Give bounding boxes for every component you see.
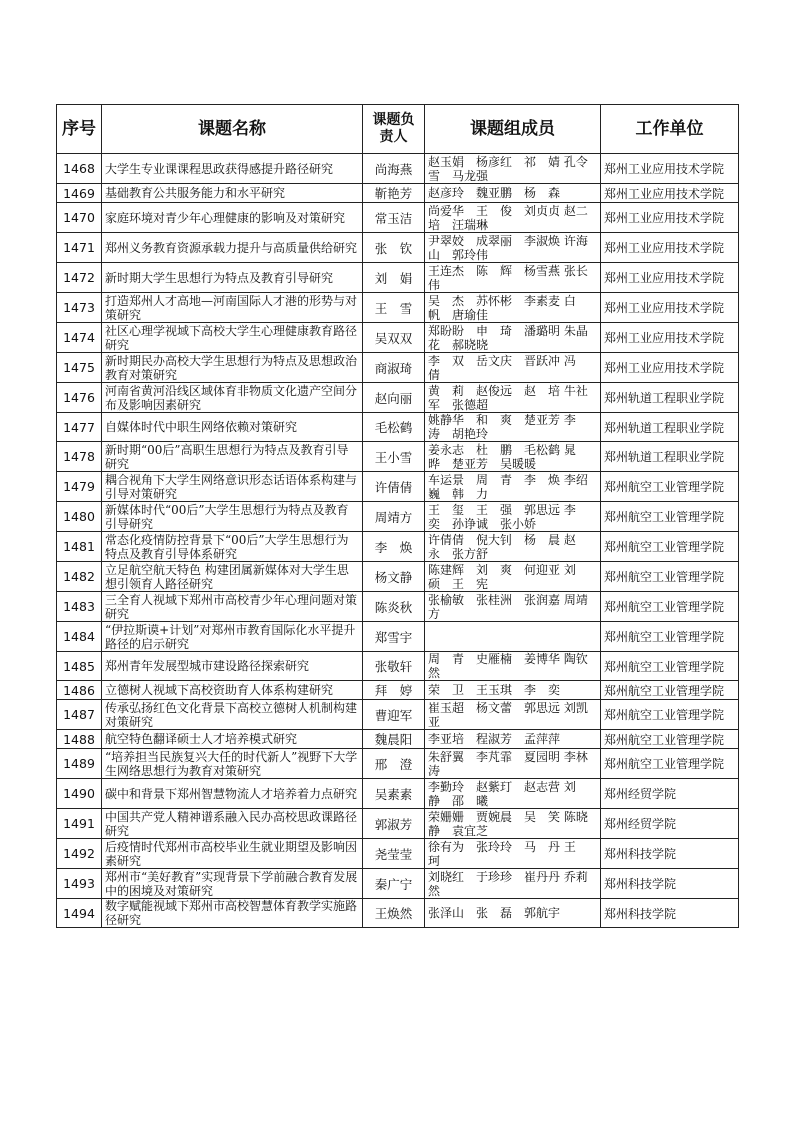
work-unit: 郑州工业应用技术学院: [601, 293, 739, 323]
principal-name: 商淑琦: [363, 353, 425, 383]
member-names: 吴 杰 苏怀彬 李素麦 白 帆 唐瑜佳: [425, 293, 601, 323]
table-row: [57, 839, 739, 869]
member-names: 赵彦玲 魏亚鹏 杨 森: [425, 184, 601, 203]
principal-name: 李 焕: [363, 532, 425, 562]
row-number: 1485: [57, 652, 102, 681]
member-names: 赵玉娟 杨彦红 祁 婧 孔令雪 马龙强: [425, 154, 601, 184]
work-unit: 郑州航空工业管理学院: [601, 622, 739, 652]
table-row: [57, 203, 739, 233]
row-number: 1489: [57, 749, 102, 779]
topic-name: 新时期“00后”高职生思想行为特点及教育引导研究: [102, 442, 363, 472]
topic-name: 传承弘扬红色文化背景下高校立德树人机制构建对策研究: [102, 700, 363, 730]
topic-name: 中国共产党人精神谱系融入民办高校思政课路径研究: [102, 809, 363, 839]
row-number: 1469: [57, 184, 102, 203]
topic-name: 自媒体时代中职生网络依赖对策研究: [102, 413, 363, 442]
work-unit: 郑州航空工业管理学院: [601, 592, 739, 622]
work-unit: 郑州科技学院: [601, 839, 739, 869]
member-names: 周 青 史雁楠 姜博华 陶钦然: [425, 652, 601, 681]
work-unit: 郑州航空工业管理学院: [601, 532, 739, 562]
work-unit: 郑州工业应用技术学院: [601, 263, 739, 293]
member-names: 王连杰 陈 辉 杨雪燕 张长伟: [425, 263, 601, 293]
member-names: 陈建辉 刘 爽 何迎亚 刘 硕 王 宪: [425, 562, 601, 592]
member-names: 徐有为 张玲玲 马 丹 王 珂: [425, 839, 601, 869]
work-unit: 郑州航空工业管理学院: [601, 730, 739, 749]
row-number: 1491: [57, 809, 102, 839]
table-row: [57, 899, 739, 928]
row-number: 1471: [57, 233, 102, 263]
member-names: 王 玺 王 强 郭思远 李 奕 孙诤诚 张小娇: [425, 502, 601, 532]
row-number: 1468: [57, 154, 102, 184]
principal-name: 常玉洁: [363, 203, 425, 233]
topic-name: 数字赋能视域下郑州市高校智慧体育教学实施路径研究: [102, 899, 363, 928]
member-names: 张泽山 张 磊 郭航宇: [425, 899, 601, 928]
table-row: [57, 502, 739, 532]
member-names: 许倩倩 倪大钊 杨 晨 赵 永 张方舒: [425, 532, 601, 562]
row-number: 1486: [57, 681, 102, 700]
principal-name: 毛松鹤: [363, 413, 425, 442]
table-row: [57, 869, 739, 899]
principal-name: 曹迎军: [363, 700, 425, 730]
principal-name: 吴素素: [363, 779, 425, 809]
member-names: 李勤玲 赵紫玎 赵志营 刘 静 邵 曦: [425, 779, 601, 809]
table-row: [57, 730, 739, 749]
principal-name: 刘 娟: [363, 263, 425, 293]
topic-name: 新时期民办高校大学生思想行为特点及思想政治教育对策研究: [102, 353, 363, 383]
row-number: 1492: [57, 839, 102, 869]
work-unit: 郑州经贸学院: [601, 809, 739, 839]
principal-name: 周靖方: [363, 502, 425, 532]
topic-name: 郑州义务教育资源承载力提升与高质量供给研究: [102, 233, 363, 263]
member-names: 李 双 岳文庆 晋跃冲 冯 倩: [425, 353, 601, 383]
row-number: 1472: [57, 263, 102, 293]
row-number: 1487: [57, 700, 102, 730]
topic-name: 新时期大学生思想行为特点及教育引导研究: [102, 263, 363, 293]
principal-name: 张敬轩: [363, 652, 425, 681]
topic-name: “伊拉斯谟+计划”对郑州市教育国际化水平提升路径的启示研究: [102, 622, 363, 652]
work-unit: 郑州航空工业管理学院: [601, 681, 739, 700]
topic-name: 家庭环境对青少年心理健康的影响及对策研究: [102, 203, 363, 233]
table-row: [57, 233, 739, 263]
work-unit: 郑州科技学院: [601, 899, 739, 928]
topic-name: 立德树人视域下高校资助育人体系构建研究: [102, 681, 363, 700]
row-number: 1470: [57, 203, 102, 233]
principal-name: 拜 婷: [363, 681, 425, 700]
table-row: [57, 184, 739, 203]
topic-name: 大学生专业课课程思政获得感提升路径研究: [102, 154, 363, 184]
topic-name: 郑州青年发展型城市建设路径探索研究: [102, 652, 363, 681]
work-unit: 郑州经贸学院: [601, 779, 739, 809]
topic-name: 河南省黄河沿线区域体育非物质文化遗产空间分布及影响因素研究: [102, 383, 363, 413]
table-row: [57, 652, 739, 681]
row-number: 1490: [57, 779, 102, 809]
member-names: 车运景 周 青 李 焕 李绍巍 韩 力: [425, 472, 601, 502]
work-unit: 郑州轨道工程职业学院: [601, 383, 739, 413]
principal-name: 陈炎秋: [363, 592, 425, 622]
header-members: 课题组成员: [425, 105, 601, 154]
table-row: [57, 809, 739, 839]
member-names: 郑盼盼 申 琦 潘璐明 朱晶花 郝晓晓: [425, 323, 601, 353]
topic-name: 社区心理学视域下高校大学生心理健康教育路径研究: [102, 323, 363, 353]
table-body: [57, 154, 739, 928]
work-unit: 郑州轨道工程职业学院: [601, 413, 739, 442]
row-number: 1488: [57, 730, 102, 749]
research-topic-table: [56, 104, 739, 928]
principal-name: 吴双双: [363, 323, 425, 353]
row-number: 1483: [57, 592, 102, 622]
member-names: 姚静华 和 爽 楚亚芳 李 涛 胡艳玲: [425, 413, 601, 442]
table-row: [57, 472, 739, 502]
principal-name: 赵向丽: [363, 383, 425, 413]
work-unit: 郑州航空工业管理学院: [601, 502, 739, 532]
table-row: [57, 413, 739, 442]
work-unit: 郑州工业应用技术学院: [601, 233, 739, 263]
principal-name: 邢 澄: [363, 749, 425, 779]
topic-name: 耦合视角下大学生网络意识形态话语体系构建与引导对策研究: [102, 472, 363, 502]
work-unit: 郑州航空工业管理学院: [601, 472, 739, 502]
topic-name: 基础教育公共服务能力和水平研究: [102, 184, 363, 203]
principal-name: 靳艳芳: [363, 184, 425, 203]
table-row: [57, 383, 739, 413]
principal-name: 杨文静: [363, 562, 425, 592]
member-names: 张榆敏 张桂洲 张润嘉 周靖方: [425, 592, 601, 622]
work-unit: 郑州轨道工程职业学院: [601, 442, 739, 472]
table-row: [57, 622, 739, 652]
row-number: 1484: [57, 622, 102, 652]
work-unit: 郑州工业应用技术学院: [601, 203, 739, 233]
row-number: 1477: [57, 413, 102, 442]
table-row: [57, 532, 739, 562]
member-names: 尚爱华 王 俊 刘贞贞 赵二培 汪瑞琳: [425, 203, 601, 233]
principal-name: 许倩倩: [363, 472, 425, 502]
work-unit: 郑州航空工业管理学院: [601, 652, 739, 681]
table-row: [57, 562, 739, 592]
row-number: 1479: [57, 472, 102, 502]
work-unit: 郑州航空工业管理学院: [601, 700, 739, 730]
topic-name: 郑州市“美好教育”实现背景下学前融合教育发展中的困境及对策研究: [102, 869, 363, 899]
row-number: 1482: [57, 562, 102, 592]
member-names: 崔玉超 杨文蕾 郭思远 刘凯亚: [425, 700, 601, 730]
table-row: [57, 263, 739, 293]
topic-name: 立足航空航天特色 构建团属新媒体对大学生思想引领育人路径研究: [102, 562, 363, 592]
work-unit: 郑州科技学院: [601, 869, 739, 899]
principal-name: 魏晨阳: [363, 730, 425, 749]
table-row: [57, 154, 739, 184]
member-names: 尹翠姣 成翠丽 李淑焕 许海山 郭玲伟: [425, 233, 601, 263]
principal-name: 王 雪: [363, 293, 425, 323]
row-number: 1493: [57, 869, 102, 899]
table-row: [57, 323, 739, 353]
table-row: [57, 700, 739, 730]
topic-name: 三全育人视域下郑州市高校青少年心理问题对策研究: [102, 592, 363, 622]
header-work-unit: 工作单位: [601, 105, 739, 154]
topic-name: 常态化疫情防控背景下“00后”大学生思想行为特点及教育引导体系研究: [102, 532, 363, 562]
principal-name: 郑雪宇: [363, 622, 425, 652]
topic-name: 航空特色翻译硕士人才培养模式研究: [102, 730, 363, 749]
topic-name: 碳中和背景下郑州智慧物流人才培养着力点研究: [102, 779, 363, 809]
row-number: 1475: [57, 353, 102, 383]
topic-name: “培养担当民族复兴大任的时代新人”视野下大学生网络思想行为教育对策研究: [102, 749, 363, 779]
row-number: 1478: [57, 442, 102, 472]
member-names: 姜永志 杜 鹏 毛松鹤 晁 晔 楚亚芳 吴暖暖: [425, 442, 601, 472]
work-unit: 郑州航空工业管理学院: [601, 749, 739, 779]
member-names: 荣 卫 王玉琪 李 奕: [425, 681, 601, 700]
principal-name: 王小雪: [363, 442, 425, 472]
work-unit: 郑州工业应用技术学院: [601, 154, 739, 184]
topic-name: 打造郑州人才高地—河南国际人才港的形势与对策研究: [102, 293, 363, 323]
table-row: [57, 681, 739, 700]
row-number: 1480: [57, 502, 102, 532]
document-page: [56, 104, 738, 928]
table-row: [57, 749, 739, 779]
header-topic-name: 课题名称: [102, 105, 363, 154]
work-unit: 郑州工业应用技术学院: [601, 184, 739, 203]
principal-name: 郭淑芳: [363, 809, 425, 839]
member-names: 李亚培 程淑芳 孟萍萍: [425, 730, 601, 749]
principal-name: 张 钦: [363, 233, 425, 263]
row-number: 1494: [57, 899, 102, 928]
member-names: 荣姗姗 贾婉晨 吴 笑 陈晓静 袁宜芝: [425, 809, 601, 839]
table-row: [57, 353, 739, 383]
table-row: [57, 293, 739, 323]
principal-name: 尧莹莹: [363, 839, 425, 869]
work-unit: 郑州工业应用技术学院: [601, 353, 739, 383]
table-row: [57, 442, 739, 472]
row-number: 1473: [57, 293, 102, 323]
member-names: 黄 莉 赵俊远 赵 培 牛社军 张德超: [425, 383, 601, 413]
header-principal: 课题负责人: [363, 105, 425, 154]
principal-name: 王焕然: [363, 899, 425, 928]
work-unit: 郑州航空工业管理学院: [601, 562, 739, 592]
topic-name: 后疫情时代郑州市高校毕业生就业期望及影响因素研究: [102, 839, 363, 869]
row-number: 1474: [57, 323, 102, 353]
member-names: 刘晓红 于珍珍 崔丹丹 乔莉然: [425, 869, 601, 899]
topic-name: 新媒体时代“00后”大学生思想行为特点及教育引导研究: [102, 502, 363, 532]
table-row: [57, 592, 739, 622]
table-row: [57, 779, 739, 809]
header-number: 序号: [57, 105, 102, 154]
member-names: 朱舒翼 李芃霏 夏园明 李林涛: [425, 749, 601, 779]
row-number: 1476: [57, 383, 102, 413]
work-unit: 郑州工业应用技术学院: [601, 323, 739, 353]
principal-name: 秦广宁: [363, 869, 425, 899]
member-names: [425, 622, 601, 652]
principal-name: 尚海燕: [363, 154, 425, 184]
row-number: 1481: [57, 532, 102, 562]
table-header-row: [57, 105, 739, 154]
